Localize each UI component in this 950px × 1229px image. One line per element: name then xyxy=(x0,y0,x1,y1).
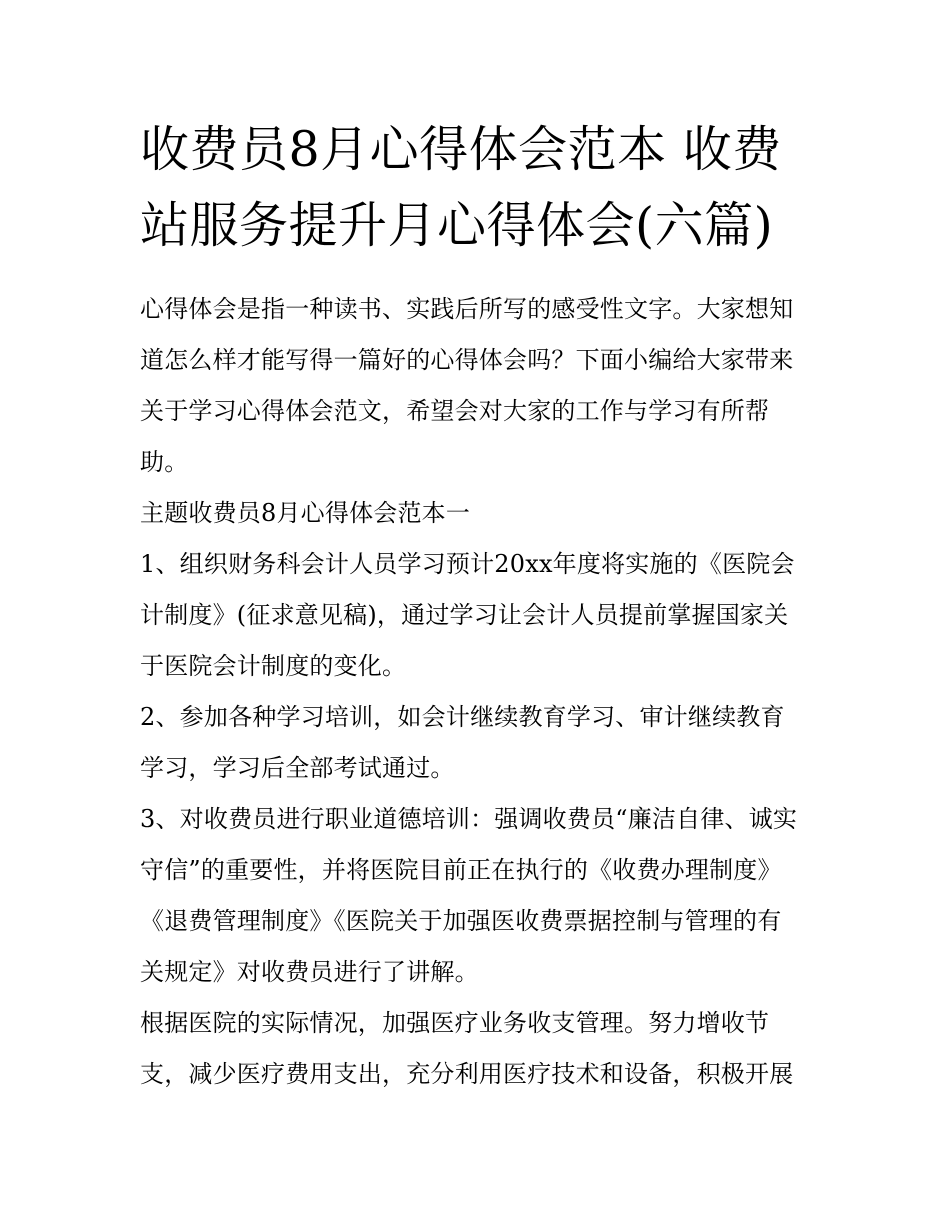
text-line: 关于学习心得体会范文，希望会对大家的工作与学习有所帮 xyxy=(140,397,770,425)
text-line: 守信”的重要性，并将医院目前正在执行的《收费办理制度》 xyxy=(140,856,782,884)
text-line: 3、对收费员进行职业道德培训：强调收费员“廉洁自律、诚实 xyxy=(140,805,798,833)
list-item-1 xyxy=(140,539,820,692)
text-line: 2、参加各种学习培训，如会计继续教育学习、审计继续教育 xyxy=(140,703,785,731)
title-line: 收费员8月心得体会范本 收费 xyxy=(140,121,782,178)
body-paragraph xyxy=(140,998,820,1100)
text-line: 关规定》对收费员进行了讲解。 xyxy=(140,958,479,986)
title-line: 站服务提升月心得体会(六篇) xyxy=(140,197,774,254)
list-item-3 xyxy=(140,794,820,998)
text-line: 道怎么样才能写得一篇好的心得体会吗？下面小编给大家带来 xyxy=(140,346,794,374)
document-page xyxy=(140,112,820,1100)
text-line: 主题收费员8月心得体会范本一 xyxy=(140,499,471,527)
text-line: 学习，学习后全部考试通过。 xyxy=(140,754,455,782)
document-title xyxy=(140,112,820,264)
text-line: 1、组织财务科会计人员学习预计20xx年度将实施的《医院会 xyxy=(140,550,795,578)
text-line: 于医院会计制度的变化。 xyxy=(140,652,407,680)
text-line: 心得体会是指一种读书、实践后所写的感受性文字。大家想知 xyxy=(140,295,794,323)
list-item-2 xyxy=(140,692,820,794)
text-line: 《退费管理制度》《医院关于加强医收费票据控制与管理的有 xyxy=(140,907,782,935)
intro-paragraph xyxy=(140,284,820,488)
section-heading xyxy=(140,488,820,539)
text-line: 支，减少医疗费用支出，充分利用医疗技术和设备，积极开展 xyxy=(140,1060,794,1088)
text-line: 根据医院的实际情况，加强医疗业务收支管理。努力增收节 xyxy=(140,1009,770,1037)
text-line: 计制度》(征求意见稿)，通过学习让会计人员提前掌握国家关 xyxy=(140,601,789,629)
text-line: 助。 xyxy=(140,448,189,476)
document-body xyxy=(140,284,820,1100)
